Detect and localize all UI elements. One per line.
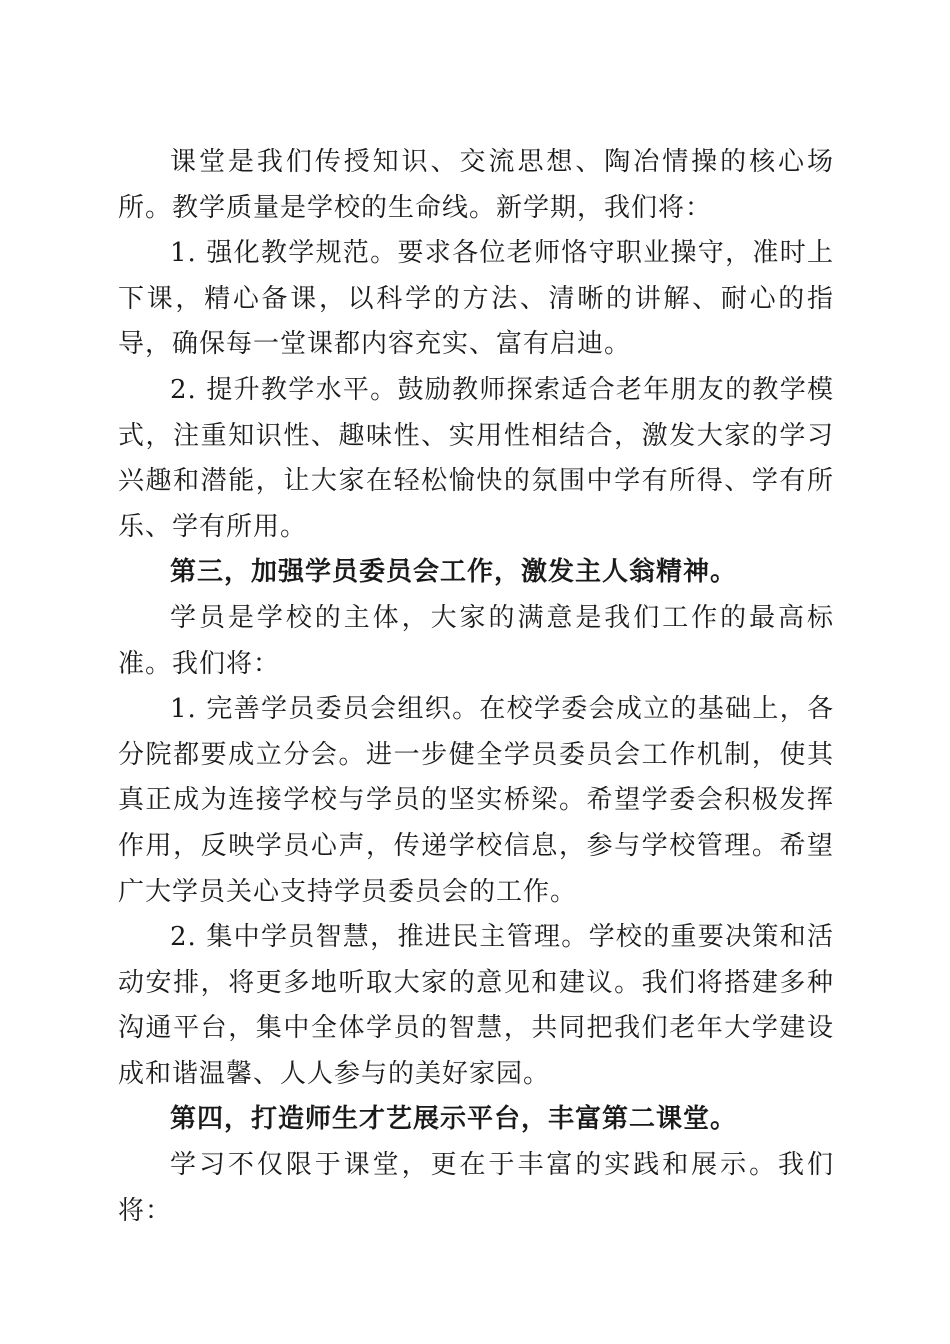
- paragraph-students-intro: 学员是学校的主体，大家的满意是我们工作的最高标准。我们将：: [118, 602, 834, 679]
- paragraph-committee-organization: 1. 完善学员委员会组织。在校学委会成立的基础上，各分院都要成立分会。进一步健全学员委员会工作机制，使其真正成为连接学校与学员的坚实桥梁。希望学委会积极发挥作用，反映学员心声，传递学校信息，参与学校管理。希望广大学员关心支持学员委员会的工作。: [118, 694, 834, 907]
- paragraph-classroom-intro: 课堂是我们传授知识、交流思想、陶冶情操的核心场所。教学质量是学校的生命线。新学期，我们将：: [118, 147, 834, 223]
- paragraph-democratic-management: 2. 集中学员智慧，推进民主管理。学校的重要决策和活动安排，将更多地听取大家的意见和建议。我们将搭建多种沟通平台，集中全体学员的智慧，共同把我们老年大学建设成和谐温馨、人人参与的美好家园。: [118, 922, 834, 1089]
- paragraph-practice-intro: 学习不仅限于课堂，更在于丰富的实践和展示。我们将：: [118, 1150, 834, 1226]
- paragraph-teaching-level: 2. 提升教学水平。鼓励教师探索适合老年朋友的教学模式，注重知识性、趣味性、实用性相结合，激发大家的学习兴趣和潜能，让大家在轻松愉快的氛围中学有所得、学有所乐、学有所用。: [118, 374, 834, 542]
- section-heading-third: 第三，加强学员委员会工作，激发主人翁精神。: [170, 557, 738, 588]
- paragraph-teaching-norms: 1. 强化教学规范。要求各位老师恪守职业操守，准时上下课，精心备课，以科学的方法、清晰的讲解、耐心的指导，确保每一堂课都内容充实、富有启迪。: [118, 238, 834, 360]
- document-body: [118, 140, 834, 1234]
- section-heading-fourth: 第四，打造师生才艺展示平台，丰富第二课堂。: [170, 1104, 738, 1135]
